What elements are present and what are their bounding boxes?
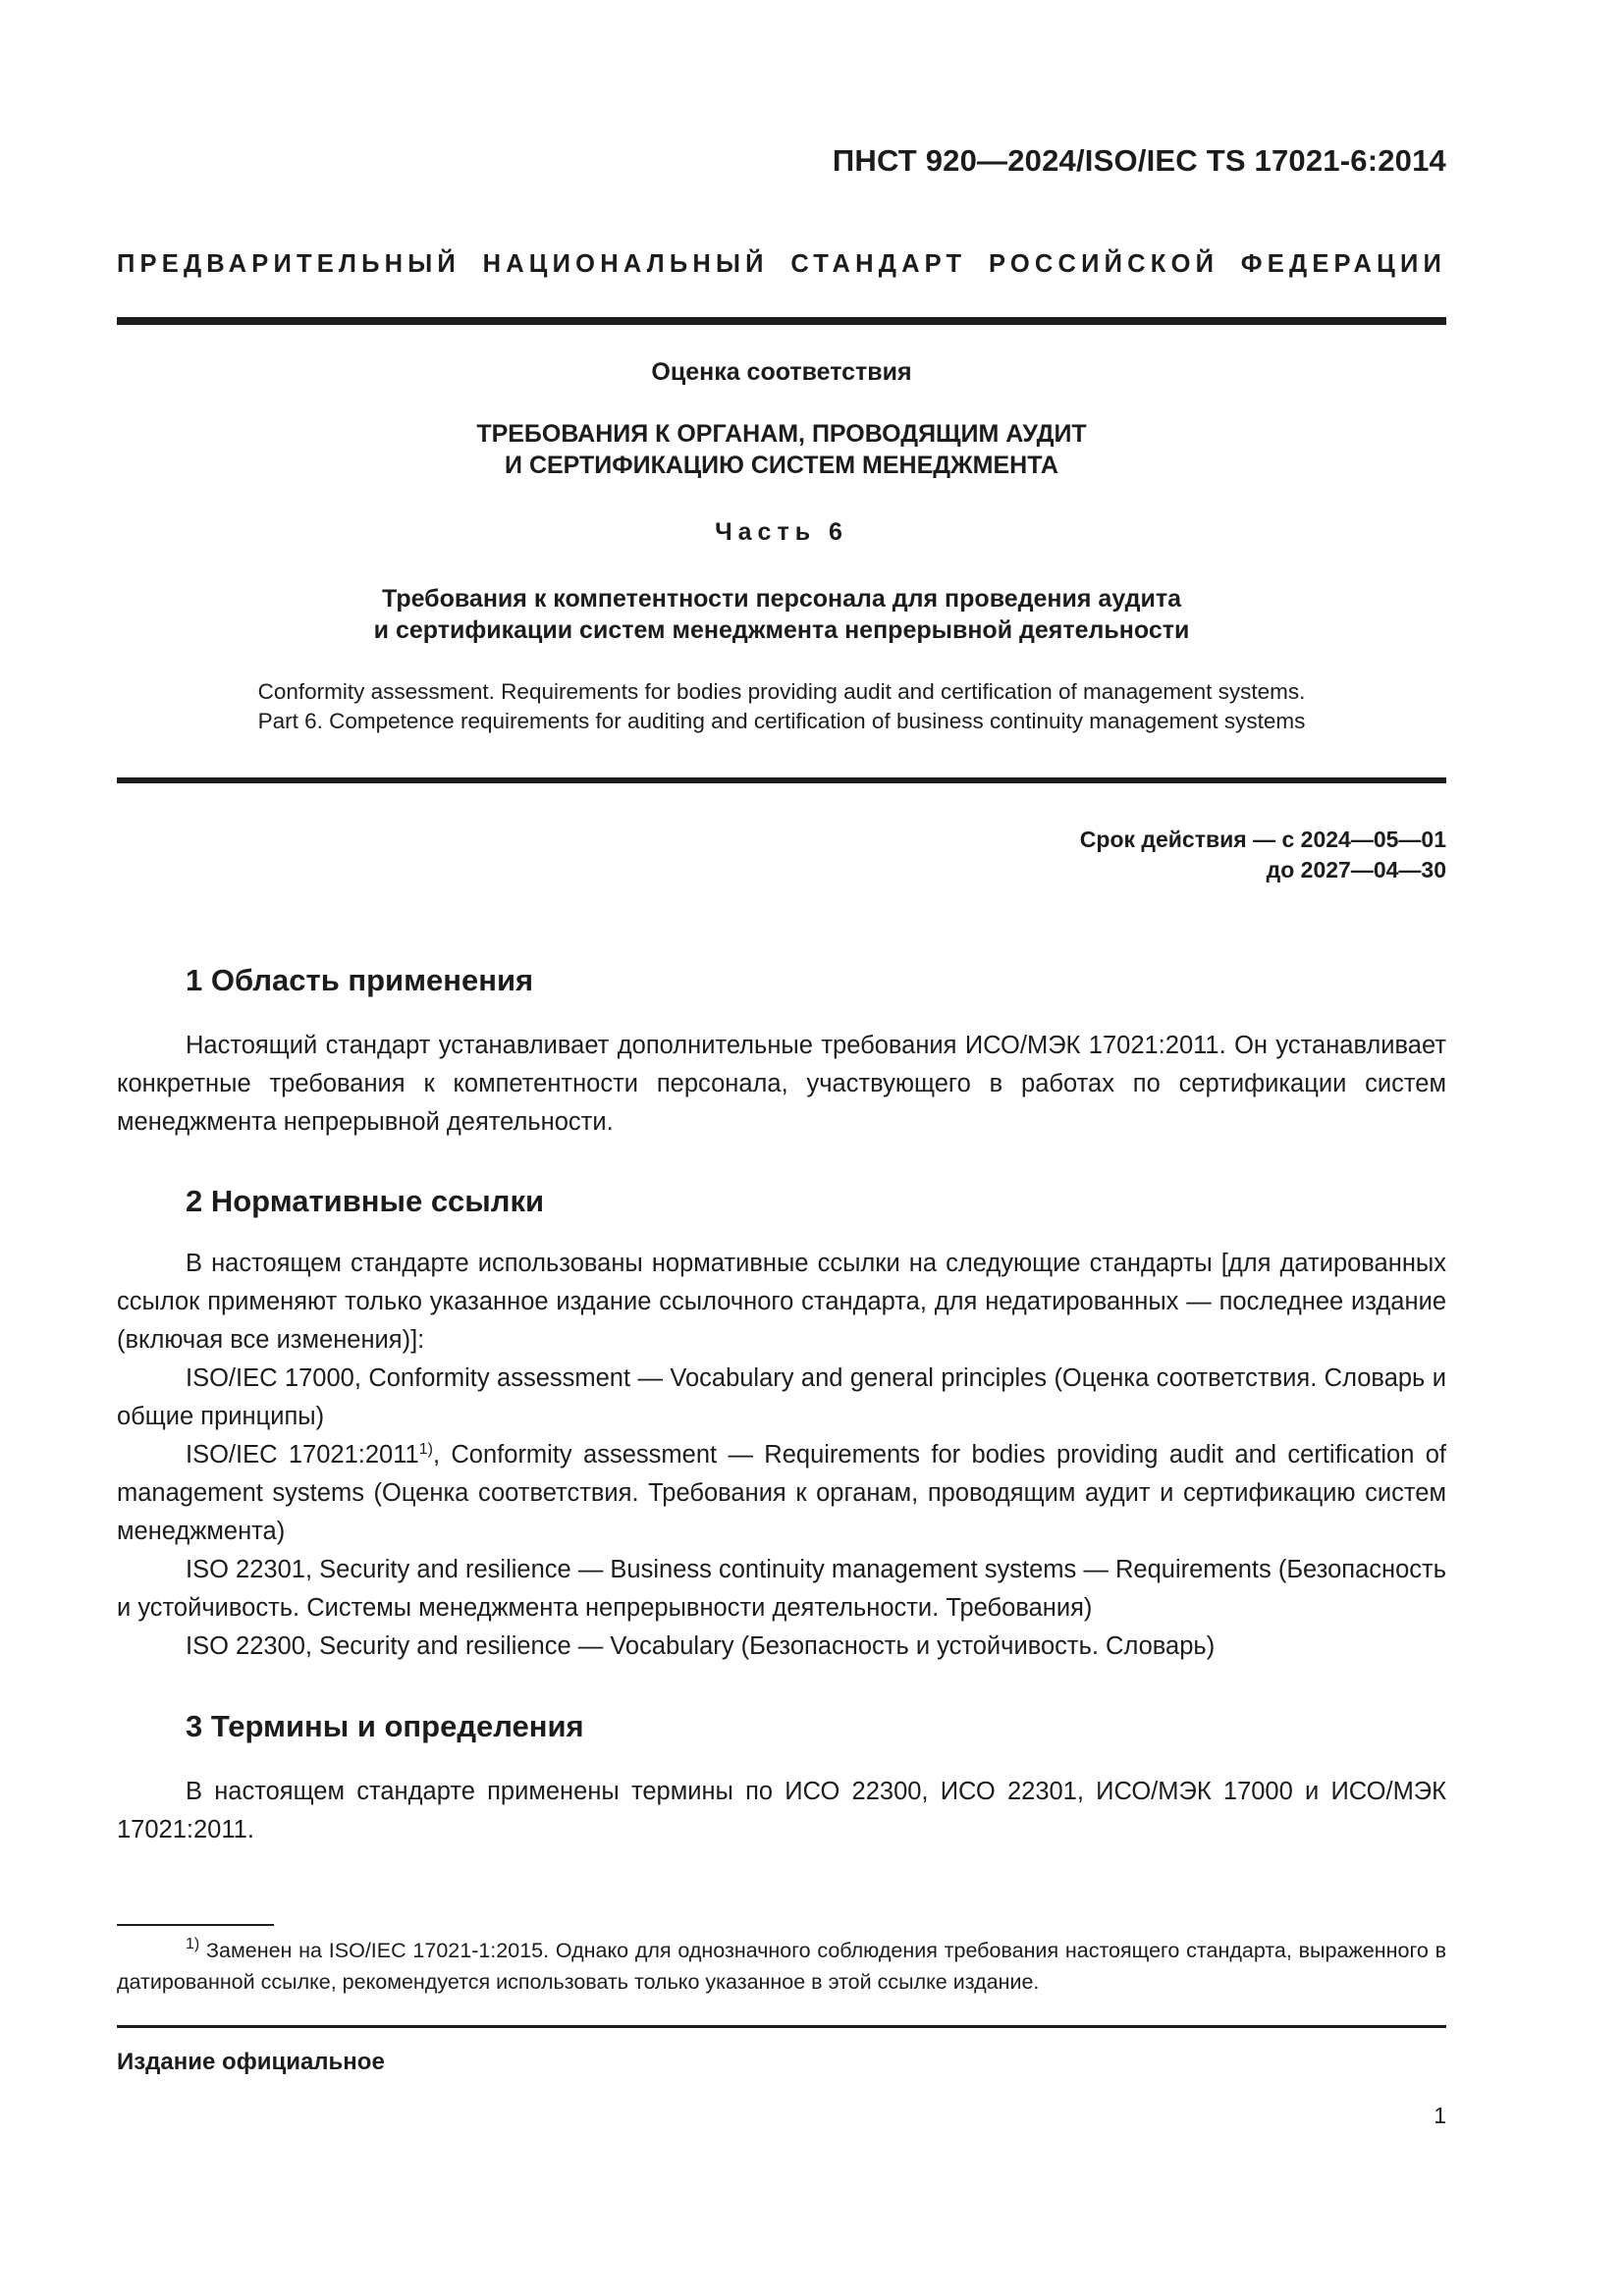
reference-item [117, 1551, 1446, 1628]
main-title-line-2: И СЕРТИФИКАЦИЮ СИСТЕМ МЕНЕДЖМЕНТА [505, 452, 1058, 479]
national-standard-title: ПРЕДВАРИТЕЛЬНЫЙ НАЦИОНАЛЬНЫЙ СТАНДАРТ РОССИЙСКОЙ ФЕДЕРАЦИИ [117, 250, 1446, 278]
section-3-heading: 3 Термины и определения [186, 1709, 584, 1743]
top-divider [117, 317, 1446, 325]
footnote-divider [117, 1924, 274, 1926]
section-3-text: В настоящем стандарте применены термины по ИСО 22300, ИСО 22301, ИСО/МЭК 17000 и ИСО/МЭК 17021:2011. [117, 1778, 1446, 1843]
english-title-line-2: Part 6. Competence requirements for auditing and certification of business continuity management systems [257, 709, 1306, 733]
title-divider [117, 777, 1446, 783]
footnote-text: Заменен на ISO/IEC 17021-1:2015. Однако для однозначного соблюдения требования настоящего стандарта, выраженного в датированной ссылке, рекомендуется использовать только указанное в этой ссылке издание. [117, 1939, 1446, 1994]
main-title [117, 418, 1446, 481]
section-1-heading: 1 Область применения [186, 963, 534, 997]
subtitle-line-2: и сертификации систем менеджмента непрерывной деятельности [373, 616, 1190, 644]
subtitle [117, 583, 1446, 646]
reference-code: ISO/IEC 17021:2011 [186, 1441, 419, 1468]
part-label: Часть 6 [715, 518, 848, 546]
subtitle-line-1: Требования к компетентности персонала для проведения аудита [382, 585, 1181, 613]
validity-period [1080, 825, 1446, 885]
page-number: 1 [1434, 2103, 1446, 2128]
reference-code: ISO 22301, [186, 1556, 313, 1583]
subject-line: Оценка соответствия [651, 358, 912, 386]
footnote-mark: 1) [186, 1936, 200, 1952]
reference-code: ISO 22300, [186, 1632, 313, 1660]
section-1-text: Настоящий стандарт устанавливает дополнительные требования ИСО/МЭК 17021:2011. Он устанавливает конкретные требования к компетентности персонала, участвующего в работах по сертификации систем менеджмента непрерывной деятельности. [117, 1032, 1446, 1136]
normative-references-list [117, 1360, 1446, 1666]
standard-designation: ПНСТ 920—2024/ISO/IEC TS 17021-6:2014 [832, 143, 1446, 178]
reference-code: ISO/IEC 17000, [186, 1364, 361, 1392]
footer-divider [117, 2025, 1446, 2028]
english-title [117, 677, 1446, 736]
section-2-heading: 2 Нормативные ссылки [186, 1184, 545, 1218]
footnote-mark: 1) [418, 1441, 433, 1458]
reference-text: , Conformity assessment — Requirements for bodies providing audit and certification of management systems (Оценка соответствия. Требования к органам, проводящим аудит и сертификацию систем менеджмента) [117, 1441, 1446, 1545]
reference-text: Conformity assessment — Vocabulary and general principles (Оценка соответствия. Словарь и общие принципы) [117, 1364, 1446, 1430]
validity-start: Срок действия — с 2024—05—01 [1079, 827, 1446, 852]
validity-end: до 2027—04—30 [1266, 857, 1446, 882]
section-2-intro: В настоящем стандарте использованы нормативные ссылки на следующие стандарты [для датированных ссылок применяют только указанное издание ссылочного стандарта, для недатированных — последнее издание (включая все изменения)]: [117, 1250, 1446, 1354]
document-page [117, 0, 1446, 2296]
main-title-line-1: ТРЕБОВАНИЯ К ОРГАНАМ, ПРОВОДЯЩИМ АУДИТ [476, 420, 1087, 448]
reference-item [117, 1628, 1446, 1666]
reference-item [117, 1436, 1446, 1551]
reference-text: Security and resilience — Vocabulary (Безопасность и устойчивость. Словарь) [319, 1632, 1216, 1660]
reference-item [117, 1360, 1446, 1436]
official-edition-label: Издание официальное [117, 2049, 385, 2075]
english-title-line-1: Conformity assessment. Requirements for bodies providing audit and certification of management systems. [257, 679, 1306, 704]
footnote [117, 1935, 1446, 1998]
reference-text: Security and resilience — Business continuity management systems — Requirements (Безопасность и устойчивость. Системы менеджмента непрерывности деятельности. Требования) [117, 1556, 1446, 1622]
